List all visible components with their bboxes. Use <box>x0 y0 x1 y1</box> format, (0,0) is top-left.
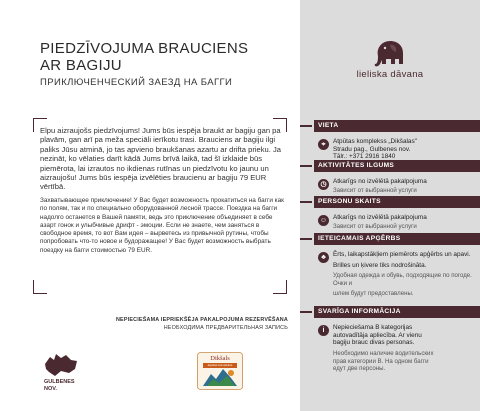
brand-logo <box>340 38 440 98</box>
clock-icon: ◷ <box>318 179 329 190</box>
duration-heading: AKTIVITĀTES ILGUMS <box>314 160 480 172</box>
reservation-lv: NEPIECIEŠAMA IEPRIEKŠĒJA PAKALPOJUMA REZERVĒŠANA <box>115 317 288 323</box>
gulbene-line-2: NOV. <box>44 385 57 392</box>
gulbene-logo <box>44 352 84 392</box>
title-ru: ПРИКЛЮЧЕНЧЕСКИЙ ЗАЕЗД НА БАГГИ <box>40 77 233 88</box>
dikss-name: Dikšals <box>210 355 230 362</box>
place-line-3: Tālr.: +371 2916 1840 <box>333 153 396 161</box>
duration-lv: Atkarīgs no izvēlētā pakalpojuma <box>333 178 427 185</box>
section-persons <box>300 196 480 230</box>
duration-ru: Зависит от выбранной услуги <box>333 186 417 194</box>
place-heading: VIETA <box>314 120 480 132</box>
elephant-icon <box>372 38 408 68</box>
clothing-ru-2: шлем будут предоставлены. <box>333 290 414 298</box>
section-info <box>300 306 480 373</box>
dikss-sub: atpūtas komplekss <box>203 363 237 368</box>
person-icon: ☺ <box>319 217 328 224</box>
info-icon: i <box>318 325 329 336</box>
gulbene-line-1: GULBENES <box>44 379 75 385</box>
shirt-icon: ♣ <box>318 252 329 263</box>
persons-lv: Atkarīgs no izvēlētā pakalpojuma <box>333 214 427 221</box>
info-ru: Необходимо наличие водительских прав категории B. На одном багги едут две персоны. <box>333 350 434 373</box>
title-line-2: AR BAGIJU <box>40 57 122 74</box>
clothing-heading: IETEICAMAIS APĢĒRBS <box>314 233 480 245</box>
persons-heading: PERSONU SKAITS <box>314 196 480 208</box>
reservation-note <box>90 317 288 331</box>
place-line-2: Stradu pag., Gulbenes nov. <box>333 145 411 153</box>
place-line-1: Atpūtas komplekss „Dikšalas" <box>333 138 417 145</box>
clothing-ru-1: Удобная одежда и обувь, подходящие по погоде. Очки и <box>333 272 472 287</box>
location-pin-icon: ⌖ <box>318 139 329 150</box>
brand-name: lieliska dāvana <box>356 69 424 80</box>
dikss-logo <box>197 352 243 390</box>
info-lv: Nepieciešama B kategorijas autovadītāja apliecība. Ar vienu bagiju brauc divas personas. <box>333 324 422 347</box>
latvia-map-icon <box>44 352 78 378</box>
section-duration <box>300 160 480 194</box>
section-clothing <box>300 233 480 298</box>
reservation-ru: НЕОБХОДИМА ПРЕДВАРИТЕЛЬНАЯ ЗАПИСЬ <box>163 325 288 331</box>
clothing-lv-2: Brilles un ķivere tiks nodrošināta. <box>333 261 427 269</box>
title-line-1: PIEDZĪVOJUMA BRAUCIENS <box>40 40 249 57</box>
clothing-lv-1: Ērts, laikapstākļiem piemērots apģērbs un apavi. <box>333 251 471 258</box>
page-title <box>40 40 290 88</box>
section-place <box>300 120 480 161</box>
info-heading: SVARĪGA INFORMĀCIJA <box>314 306 480 318</box>
persons-ru: Зависит от выбранной услуги <box>333 222 417 230</box>
description-ru: Захватывающее приключение! У Вас будет возможность прокатиться на багги как по полям, так и по специально оборудованной лесной трассе. Поездка на багги надолго останется в Вашей памяти, ведь это приключение объединяет в себе азарт гонок и улыбчивые дрифт - эмоции. Если не знаете, чем заняться в свободное время, то вот Вам идея – вырветесь из привычной рутины, чтобы попробовать что-то новое и будоражащее! У Вас будет возможность выбрать поездку на багги стоимостью 79 EUR. <box>40 197 284 254</box>
description-lv: Elpu aizraujošs piedzīvojums! Jums būs iespēja braukt ar bagiju gan pa plavām, gan arī pa meža speciāli ierīkotu trasi. Brauciens ar bagiju ilgi paliks Jūsu atminā, jo tas apvieno braukšanas azartu ar drifta prieku. Ja nezināt, ko vēlaties darīt kādā Jums brīvā laikā, tad šī izklaide būs piemērota, lai izrautos no ikdienas rutīnas un piedzīvotu ko jaunu un aizraujošu! Jums būs iespēja izvēlēties braucienu ar bagiju 79 EUR vērtībā. <box>40 126 282 192</box>
